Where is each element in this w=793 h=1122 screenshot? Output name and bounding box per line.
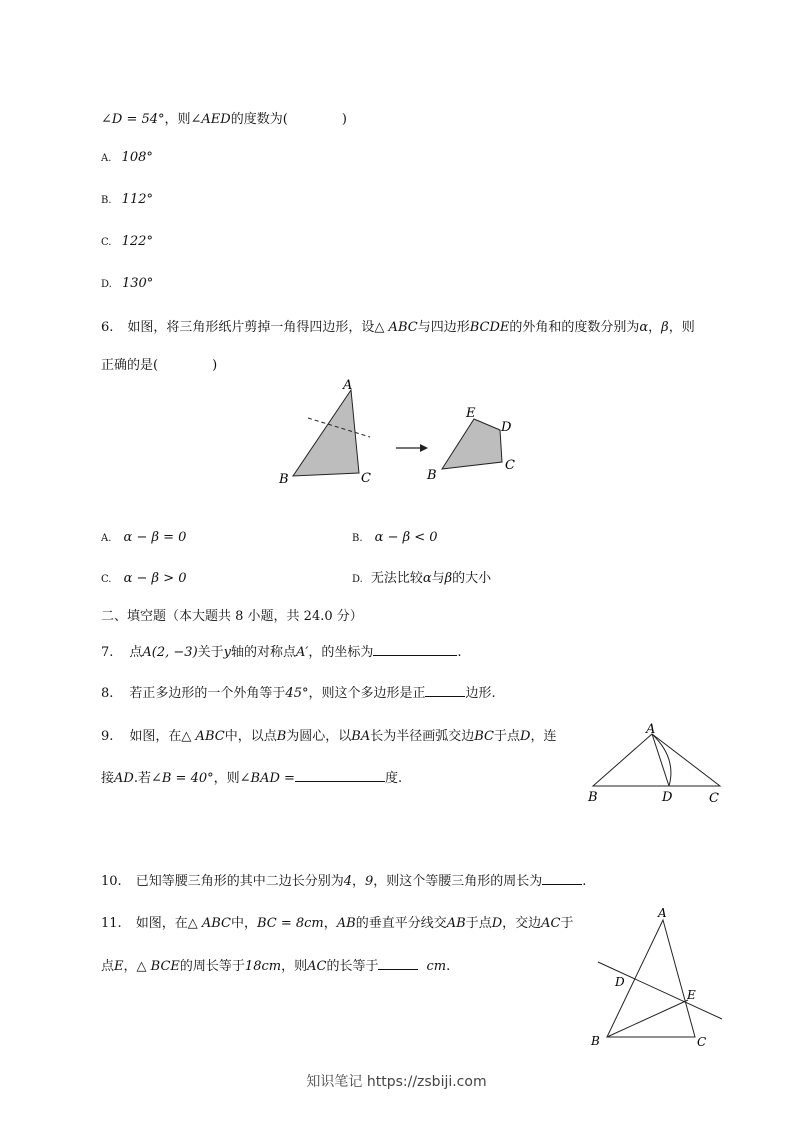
q9-label-c: C xyxy=(709,791,719,806)
q11-segment-be xyxy=(607,1000,688,1037)
q5-stem: ∠D = 54°，则∠AED的度数为( ) xyxy=(101,112,347,127)
q11-line2: 点E，△ BCE的周长等于18cm，则AC的长等于 cm. xyxy=(101,959,451,974)
q9-line1: 9. 如图，在△ ABC中，以点B为圆心，以BA长为半径画弧交边BC于点D，连 xyxy=(101,729,557,744)
q6-label-b2: B xyxy=(427,468,437,483)
q9-segment-ad xyxy=(652,734,669,786)
q6-option-d[interactable]: D. 无法比较α与β的大小 xyxy=(352,571,492,586)
q5-option-d[interactable]: D. 130° xyxy=(101,276,154,291)
q6-option-c[interactable]: C. α − β > 0 xyxy=(101,571,187,586)
q11-label-e: E xyxy=(687,988,696,1002)
q11-perpendicular-bisector xyxy=(598,962,722,1019)
q7-answer-blank[interactable] xyxy=(373,643,457,656)
q9-label-a: A xyxy=(646,722,656,737)
q11-label-b: B xyxy=(591,1034,600,1048)
q11-label-d: D xyxy=(615,975,625,989)
q6-label-e: E xyxy=(466,406,476,421)
q6-quadrilateral-bcde xyxy=(442,419,502,469)
q8-answer-blank[interactable] xyxy=(425,684,465,697)
q11-line1: 11. 如图，在△ ABC中，BC = 8cm，AB的垂直平分线交AB于点D，交边AC于 xyxy=(101,916,574,931)
q6-label-c2: C xyxy=(505,458,515,473)
q9-label-b: B xyxy=(588,790,598,805)
q6-label-b: B xyxy=(279,472,289,487)
q5-option-a[interactable]: A. 108° xyxy=(101,150,153,165)
q9-figure xyxy=(585,722,725,810)
q8: 8. 若正多边形的一个外角等于45°，则这个多边形是正 边形. xyxy=(101,686,496,701)
q6-triangle-abc xyxy=(293,390,359,476)
q5-angle-d: ∠D = 54° xyxy=(101,112,165,127)
q5-option-c[interactable]: C. 122° xyxy=(101,234,153,249)
q9-line2: 接AD.若∠B = 40°，则∠BAD = 度. xyxy=(101,771,403,786)
q6-option-a[interactable]: A. α − β = 0 xyxy=(101,530,187,545)
q9-answer-blank[interactable] xyxy=(295,769,385,782)
q11-label-c: C xyxy=(697,1035,707,1049)
q6-arrow-head xyxy=(420,444,428,452)
q6-stem-line2: 正确的是( ) xyxy=(101,358,218,373)
q9-label-d: D xyxy=(662,790,673,805)
q11-label-a: A xyxy=(658,906,667,920)
q9-triangle-abc xyxy=(593,734,720,786)
q5-option-b[interactable]: B. 112° xyxy=(101,192,153,207)
q6-label-c: C xyxy=(361,471,371,486)
q11-answer-blank[interactable] xyxy=(378,957,418,970)
footer-watermark: 知识笔记 https://zsbiji.com xyxy=(306,1074,487,1090)
q7: 7. 点A(2, −3)关于y轴的对称点A′，的坐标为 . xyxy=(101,645,462,660)
section-heading: 二、填空题（本大题共 8 小题，共 24.0 分） xyxy=(101,609,363,624)
q10: 10. 已知等腰三角形的其中二边长分别为4，9，则这个等腰三角形的周长为 . xyxy=(101,874,587,889)
q6-option-b[interactable]: B. α − β < 0 xyxy=(352,530,438,545)
q6-label-d: D xyxy=(501,420,512,435)
q6-stem-line1: 6. 如图，将三角形纸片剪掉一角得四边形，设△ ABC与四边形BCDE的外角和的度数分别为α，β，则 xyxy=(101,320,695,335)
q10-answer-blank[interactable] xyxy=(542,872,582,885)
q11-figure xyxy=(588,904,726,1052)
q6-label-a: A xyxy=(343,378,353,393)
q6-figure xyxy=(270,372,530,492)
